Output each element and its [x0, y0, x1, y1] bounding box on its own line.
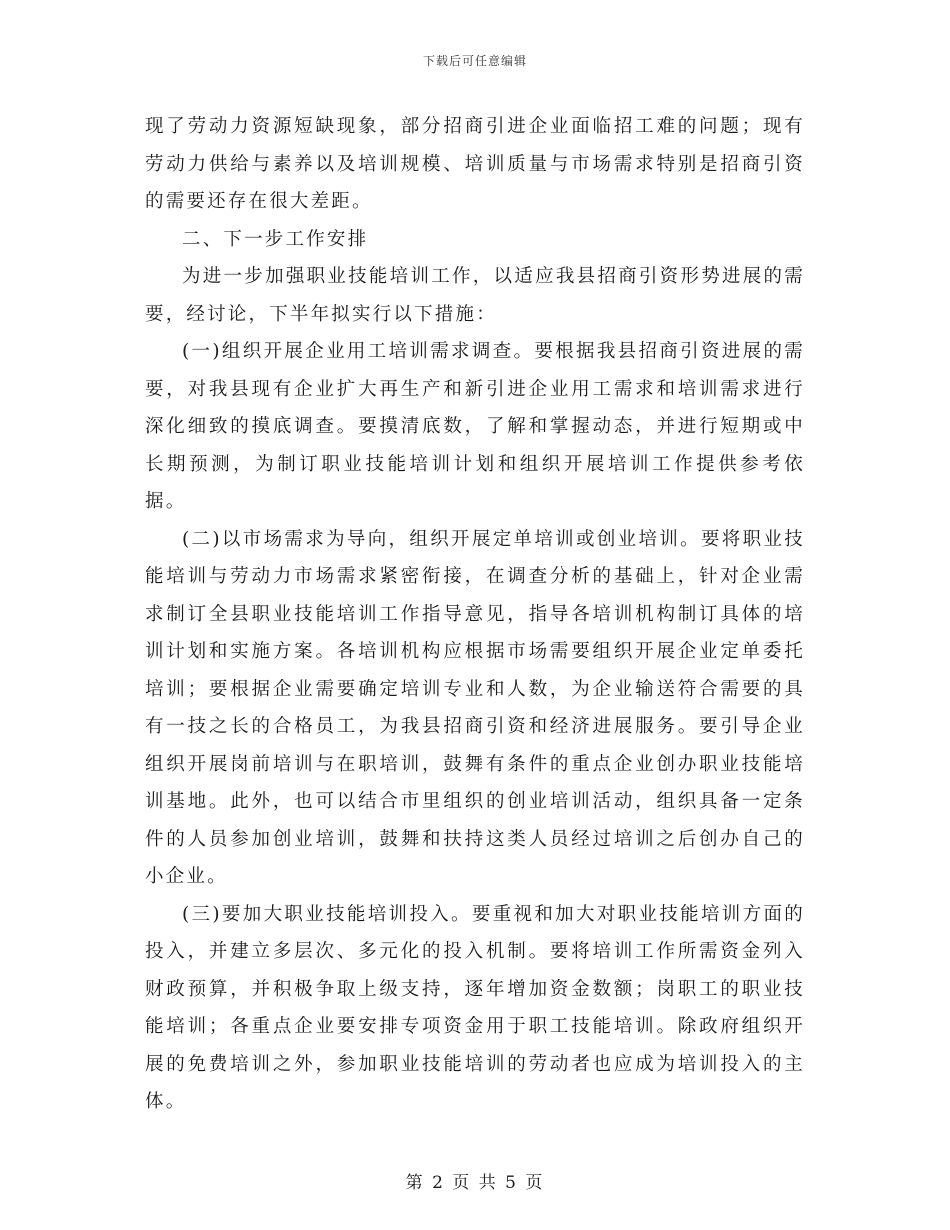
page-number: 第 2 页 共 5 页 [405, 1173, 545, 1193]
paragraph-intro: 为进一步加强职业技能培训工作，以适应我县招商引资形势进展的需要，经讨论，下半年拟实行以下措施： [145, 266, 805, 325]
header-note: 下载后可任意编辑 [422, 54, 527, 68]
paragraph-continuation: 现了劳动力资源短缺现象，部分招商引进企业面临招工难的问题；现有劳动力供给与素养以及培训规模、培训质量与市场需求特别是招商引资的需要还存在很大差距。 [145, 116, 805, 212]
paragraph-measure-1: (一)组织开展企业用工培训需求调查。要根据我县招商引资进展的需要，对我县现有企业扩大再生产和新引进企业用工需求和培训需求进行深化细致的摸底调查。要摸清底数，了解和掌握动态，并进行短期或中长期预测，为制订职业技能培训计划和组织开展培训工作提供参考依据。 [145, 341, 805, 512]
paragraph-measure-3: (三)要加大职业技能培训投入。要重视和加大对职业技能培训方面的投入，并建立多层次、多元化的投入机制。要将培训工作所需资金列入财政预算，并积极争取上级支持，逐年增加资金数额；岗职工的职业技能培训；各重点企业要安排专项资金用于职工技能培训。除政府组织开展的免费培训之外，参加职业技能培训的劳动者也应成为培训投入的主体。 [145, 903, 805, 1112]
section-heading: 二、下一步工作安排 [182, 228, 369, 250]
document-body [145, 108, 805, 1121]
paragraph-measure-2: (二)以市场需求为导向，组织开展定单培训或创业培训。要将职业技能培训与劳动力市场需求紧密衔接，在调查分析的基础上，针对企业需求制订全县职业技能培训工作指导意见，指导各培训机构制订具体的培训计划和实施方案。各培训机构应根据市场需要组织开展企业定单委托培训；要根据企业需要确定培训专业和人数，为企业输送符合需要的具有一技之长的合格员工，为我县招商引资和经济进展服务。要引导企业组织开展岗前培训与在职培训，鼓舞有条件的重点企业创办职业技能培训基地。此外，也可以结合市里组织的创业培训活动，组织具备一定条件的人员参加创业培训，鼓舞和扶持这类人员经过培训之后创办自己的小企业。 [145, 528, 805, 887]
